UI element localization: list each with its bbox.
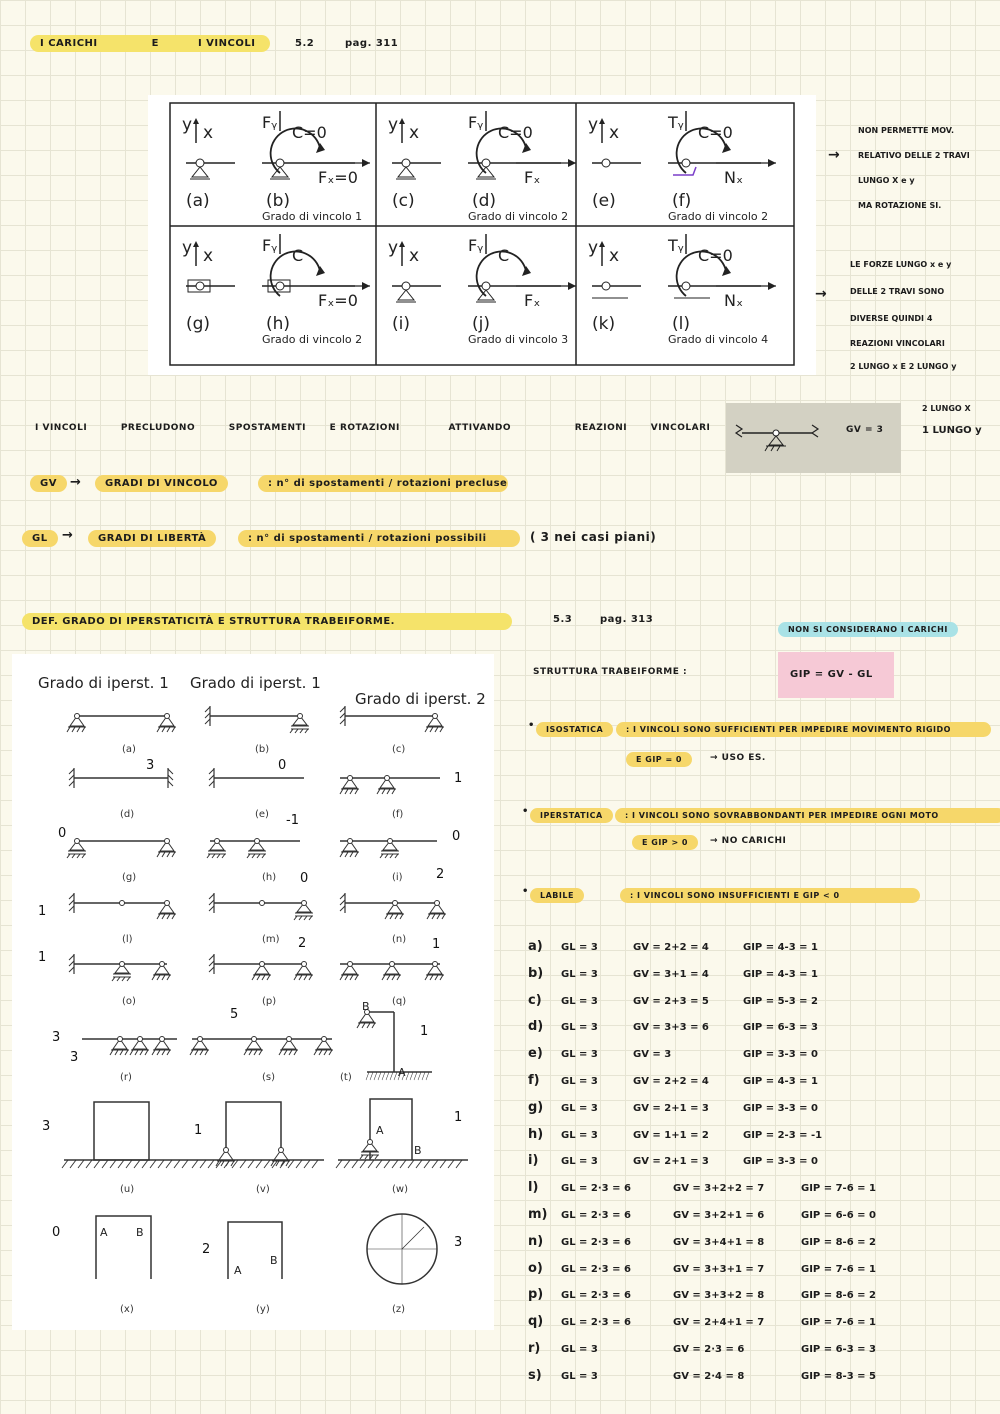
calc-gip: GIP = 3-3 = 0 <box>743 1102 818 1114</box>
diagram-letter: (d) <box>120 809 135 820</box>
gv-name: GRADI DI VINCOLO <box>95 475 228 492</box>
diagram-letter: (h) <box>262 872 277 883</box>
handwritten-number: 1 <box>432 937 441 952</box>
gl-name: GRADI DI LIBERTÀ <box>88 530 216 547</box>
force-label: Fᵧ <box>468 236 484 255</box>
vincolo-letter: (h) <box>266 314 291 334</box>
moment-label: C <box>498 246 510 265</box>
calc-gip: GIP = 3-3 = 0 <box>743 1049 818 1061</box>
calc-gl: GL = 3 <box>561 995 598 1007</box>
handwritten-number: 1 <box>38 904 47 919</box>
moment-label: C=0 <box>698 246 733 265</box>
gv-note-2: 1 LUNGO y <box>922 425 982 436</box>
calc-gl: GL = 3 <box>561 942 598 953</box>
calc-id: r) <box>528 1341 541 1356</box>
axis-x-label: x <box>409 123 420 143</box>
isostatica-text: : I VINCOLI SONO SUFFICIENTI PER IMPEDIRE MOVIMENTO RIGIDO <box>616 722 991 737</box>
header-highlight <box>30 35 270 52</box>
gv-example-box <box>726 403 901 473</box>
gl-abbr: GL <box>22 530 58 547</box>
sentence-word: SPOSTAMENTI <box>228 423 307 433</box>
calc-gv: GV = 3+3+1 = 7 <box>673 1263 765 1275</box>
force-label: Fᵧ <box>262 236 278 255</box>
carichi-note: NON SI CONSIDERANO I CARICHI <box>778 622 958 637</box>
vincolo-letter: (b) <box>266 191 291 211</box>
diagram-letter: (t) <box>340 1072 352 1083</box>
calc-gv: GV = 3 <box>633 1049 672 1061</box>
force-label: Fᵧ <box>468 113 484 132</box>
sentence-word: E ROTAZIONI <box>329 423 400 433</box>
axis-y-label: y <box>182 115 193 135</box>
diagram-letter: (w) <box>392 1184 408 1195</box>
handwritten-number: 1 <box>420 1024 429 1039</box>
calc-gl: GL = 2·3 = 6 <box>561 1183 631 1195</box>
calc-id: p) <box>528 1287 544 1303</box>
grado-header-2: Grado di iperst. 1 <box>190 674 321 692</box>
calc-gv: GV = 3+4+1 = 8 <box>673 1236 765 1248</box>
iperstatici-diagrams <box>12 654 494 1330</box>
calc-id: q) <box>528 1314 544 1330</box>
moment-label: C=0 <box>292 123 327 142</box>
vincoli-sentence <box>35 423 710 433</box>
header-title-left: I CARICHI <box>40 38 98 49</box>
beam-h <box>207 839 300 859</box>
labile-label: LABILE <box>530 888 584 903</box>
calc-gl: GL = 2·3 = 6 <box>561 1317 631 1329</box>
header-title-mid: E <box>151 38 159 49</box>
isostatica-note: → USO ES. <box>710 753 766 763</box>
beam-o <box>69 954 171 981</box>
beam-g <box>67 839 176 859</box>
moment-label: C=0 <box>498 123 533 142</box>
calc-id: s) <box>528 1367 542 1383</box>
note-top-3: LUNGO X e y <box>858 176 915 185</box>
calc-gv: GV = 2+1 = 3 <box>633 1102 709 1114</box>
arrow-icon: → <box>70 475 82 490</box>
horizontal-force-label: Fₓ=0 <box>318 291 358 310</box>
diagram-letter: (x) <box>120 1304 134 1315</box>
gv-note-1: 2 LUNGO X <box>922 404 971 413</box>
grado-vincolo-label: Grado di vincolo 2 <box>668 210 769 223</box>
point-label: B <box>270 1254 278 1267</box>
calc-gip: GIP = 6-3 = 3 <box>743 1022 818 1034</box>
diagram-letter: (m) <box>262 934 280 945</box>
vincolo-letter: (a) <box>186 191 210 211</box>
calc-gv: GV = 2·4 = 8 <box>673 1370 745 1382</box>
handwritten-number: 1 <box>454 771 463 786</box>
handwritten-number: 2 <box>202 1242 211 1257</box>
axis-y-label: y <box>588 238 599 258</box>
calc-id: d) <box>528 1019 544 1035</box>
handwritten-number: 3 <box>146 758 155 773</box>
vincolo-letter: (d) <box>472 191 497 211</box>
beam-n <box>340 893 446 919</box>
handwritten-number: 5 <box>230 1007 239 1022</box>
vincoli-table-text <box>148 95 816 375</box>
diagram-letter: (p) <box>262 996 277 1007</box>
calc-gl: GL = 2·3 = 6 <box>561 1210 631 1221</box>
force-label: Tᵧ <box>668 113 684 132</box>
sentence-word: ATTIVANDO <box>448 423 512 433</box>
calc-id: c) <box>528 992 542 1008</box>
calc-id: m) <box>528 1207 548 1222</box>
calc-gv: GV = 3+3 = 6 <box>633 1022 709 1034</box>
sentence-word: REAZIONI <box>574 423 628 433</box>
gv-abbr: GV <box>30 475 67 492</box>
beam-f <box>340 776 440 795</box>
vincoli-table-panel <box>148 95 816 375</box>
beam-q <box>340 962 444 981</box>
ring-z <box>367 1214 437 1284</box>
diagram-letter: (u) <box>120 1184 135 1195</box>
handwritten-number: 2 <box>298 936 307 951</box>
calc-gv: GV = 2+2 = 4 <box>633 942 709 953</box>
beam-m <box>209 893 313 920</box>
iperstatica-label: IPERSTATICA <box>530 808 613 823</box>
vincolo-letter: (g) <box>186 314 211 334</box>
handwritten-number: 0 <box>58 826 67 841</box>
calc-gv: GV = 3+2+2 = 7 <box>673 1183 765 1195</box>
frame-w <box>336 1099 468 1168</box>
calc-gip: GIP = 7-6 = 1 <box>801 1263 876 1275</box>
cerniera-icon <box>726 403 901 473</box>
calc-gv: GV = 2+4+1 = 7 <box>673 1317 765 1329</box>
point-label: A <box>100 1226 108 1239</box>
iperstatici-panel <box>12 654 494 1330</box>
beam-i <box>340 839 437 859</box>
calc-id: h) <box>528 1126 544 1142</box>
grado-vincolo-label: Grado di vincolo 1 <box>262 210 363 223</box>
axis-y-label: y <box>388 115 399 135</box>
handwritten-number: 0 <box>278 758 287 773</box>
beam-a <box>67 714 176 733</box>
calc-gip: GIP = 7-6 = 1 <box>801 1183 876 1195</box>
struttura-label: STRUTTURA TRABEIFORME : <box>533 667 688 677</box>
calc-gv: GV = 3+2+1 = 6 <box>673 1210 765 1221</box>
frame-t <box>357 1010 432 1081</box>
calc-gl: GL = 2·3 = 6 <box>561 1236 631 1248</box>
sentence-word: I VINCOLI <box>35 423 88 433</box>
calc-gip: GIP = 8-6 = 2 <box>801 1236 876 1248</box>
diagram-letter: (z) <box>392 1304 406 1315</box>
calc-id: i) <box>528 1153 539 1169</box>
calc-gv: GV = 2+2 = 4 <box>633 1076 709 1087</box>
arrow-icon: → <box>815 286 827 302</box>
vincolo-letter: (l) <box>672 314 690 334</box>
diagram-letter: (n) <box>392 934 407 945</box>
horizontal-force-label: Nₓ <box>724 168 744 187</box>
diagram-letter: (s) <box>262 1072 276 1083</box>
handwritten-number: -1 <box>286 813 299 828</box>
calc-gip: GIP = 3-3 = 0 <box>743 1156 818 1168</box>
calc-gl: GL = 3 <box>561 968 598 980</box>
header-title-right: I VINCOLI <box>197 38 256 49</box>
axis-x-label: x <box>609 246 620 266</box>
axis-x-label: x <box>409 246 420 266</box>
calc-gv: GV = 3+3+2 = 8 <box>673 1290 765 1302</box>
vincolo-letter: (j) <box>472 314 490 334</box>
handwritten-number: 0 <box>52 1225 61 1240</box>
calc-gv: GV = 1+1 = 2 <box>633 1129 709 1141</box>
gv-example-note <box>922 398 982 442</box>
diagram-letter: (l) <box>122 934 133 945</box>
point-label: A <box>234 1264 242 1277</box>
beam-r <box>82 1037 177 1056</box>
point-label: B <box>136 1226 144 1239</box>
moment-label: C <box>292 246 304 265</box>
calc-id: e) <box>528 1046 543 1062</box>
point-label: B <box>362 1000 370 1013</box>
horizontal-force-label: Fₓ <box>524 168 541 187</box>
bullet: • <box>522 886 529 897</box>
grado-header-3: Grado di iperst. 2 <box>355 690 486 708</box>
calc-gip: GIP = 4-3 = 1 <box>743 942 818 953</box>
diagram-letter: (b) <box>255 744 270 755</box>
sentence-word: PRECLUDONO <box>120 423 196 433</box>
handwritten-number: 3 <box>70 1050 79 1065</box>
sentence-word: VINCOLARI <box>650 423 711 433</box>
note-bottom-5: 2 LUNGO x E 2 LUNGO y <box>850 362 957 371</box>
frame-u <box>62 1102 194 1168</box>
beam-s <box>190 1037 333 1056</box>
iperstatici-section: 5.3 <box>553 614 573 625</box>
force-label: Fᵧ <box>262 113 278 132</box>
horizontal-force-label: Fₓ <box>524 291 541 310</box>
iperstatica-text: : I VINCOLI SONO SOVRABBONDANTI PER IMPEDIRE OGNI MOTO <box>615 808 1000 823</box>
calc-id: o) <box>528 1260 543 1276</box>
iperstatica-cond: E GIP > 0 <box>632 835 698 850</box>
handwritten-number: 2 <box>436 867 445 882</box>
calc-id: b) <box>528 965 544 981</box>
calc-id: g) <box>528 1099 544 1115</box>
calc-gl: GL = 2·3 = 6 <box>561 1263 631 1275</box>
calc-gv: GV = 2·3 = 6 <box>673 1344 745 1355</box>
force-label: Tᵧ <box>668 236 684 255</box>
diagram-letter: (i) <box>392 872 403 883</box>
isostatica-cond: E GIP = 0 <box>626 752 692 767</box>
grado-vincolo-label: Grado di vincolo 2 <box>468 210 569 223</box>
grado-vincolo-label: Grado di vincolo 3 <box>468 333 569 346</box>
calc-gl: GL = 3 <box>561 1022 598 1034</box>
diagram-letter: (g) <box>122 872 137 883</box>
labile-text: : I VINCOLI SONO INSUFFICIENTI E GIP < 0 <box>620 888 920 903</box>
handwritten-number: 1 <box>38 950 47 965</box>
gv-definition: : n° di spostamenti / rotazioni precluse <box>258 475 508 492</box>
axis-y-label: y <box>588 115 599 135</box>
note-top-4: MA ROTAZIONE SI. <box>858 201 942 210</box>
calc-gip: GIP = 8-3 = 5 <box>801 1370 876 1382</box>
horizontal-force-label: Fₓ=0 <box>318 168 358 187</box>
header-section: 5.2 <box>295 38 315 49</box>
calc-gl: GL = 3 <box>561 1129 598 1141</box>
calc-gip: GIP = 5-3 = 2 <box>743 995 818 1007</box>
vincolo-letter: (f) <box>672 191 692 211</box>
gip-formula: GIP = GV - GL <box>778 652 894 698</box>
note-top-1: NON PERMETTE MOV. <box>858 126 954 135</box>
beam-b <box>205 706 309 733</box>
calc-gv: GV = 2+3 = 5 <box>633 995 709 1007</box>
diagram-letter: (c) <box>392 744 406 755</box>
handwritten-number: 0 <box>452 829 461 844</box>
handwritten-number: 0 <box>300 871 309 886</box>
handwritten-number: 3 <box>454 1235 463 1250</box>
iperstatici-page-ref: pag. 313 <box>600 614 654 625</box>
grado-header-1: Grado di iperst. 1 <box>38 674 169 692</box>
grado-vincolo-label: Grado di vincolo 4 <box>668 333 769 346</box>
calc-gv: GV = 2+1 = 3 <box>633 1156 709 1168</box>
handwritten-number: 3 <box>42 1119 51 1134</box>
iperstatici-heading: DEF. GRADO DI IPERSTATICITÀ E STRUTTURA TRABEIFORME. <box>22 613 512 630</box>
note-top-2: RELATIVO DELLE 2 TRAVI <box>858 151 970 160</box>
calc-gl: GL = 3 <box>561 1102 598 1114</box>
header-page-ref: pag. 311 <box>345 38 399 49</box>
gl-note: ( 3 nei casi piani) <box>530 530 657 544</box>
moment-label: C=0 <box>698 123 733 142</box>
grado-vincolo-label: Grado di vincolo 2 <box>262 333 363 346</box>
calc-gl: GL = 3 <box>561 1344 598 1355</box>
diagram-letter: (f) <box>392 809 404 820</box>
note-bottom-1: LE FORZE LUNGO x e y <box>850 260 952 269</box>
diagram-letter: (q) <box>392 996 407 1007</box>
point-label: B <box>414 1144 422 1157</box>
axis-y-label: y <box>182 238 193 258</box>
bullet: • <box>522 806 529 817</box>
arrow-icon: → <box>62 528 74 543</box>
iperstatica-note: → NO CARICHI <box>710 836 787 846</box>
axis-x-label: x <box>203 123 214 143</box>
diagram-letter: (v) <box>256 1184 270 1195</box>
note-bottom-2: DELLE 2 TRAVI SONO <box>850 287 945 296</box>
bullet: • <box>528 720 535 731</box>
calc-id: l) <box>528 1180 539 1196</box>
frame-v <box>192 1102 324 1168</box>
diagram-letter: (o) <box>122 996 136 1007</box>
gv-example-label: GV = 3 <box>846 425 884 435</box>
beam-d <box>69 768 173 788</box>
calc-gip: GIP = 4-3 = 1 <box>743 968 818 980</box>
handwritten-number: 1 <box>454 1110 463 1125</box>
gl-definition: : n° di spostamenti / rotazioni possibili <box>238 530 520 547</box>
calc-gl: GL = 3 <box>561 1156 598 1168</box>
vincolo-letter: (k) <box>592 314 616 334</box>
point-label: A <box>376 1124 384 1137</box>
diagram-letter: (r) <box>120 1072 132 1083</box>
beam-c <box>340 706 444 732</box>
note-bottom-3: DIVERSE QUINDI 4 <box>850 314 933 323</box>
axis-y-label: y <box>388 238 399 258</box>
calc-gip: GIP = 2-3 = -1 <box>743 1129 823 1141</box>
calc-id: a) <box>528 939 543 954</box>
axis-x-label: x <box>609 123 620 143</box>
vincolo-letter: (i) <box>392 314 410 334</box>
beam-e <box>209 768 304 788</box>
diagram-letter: (y) <box>256 1304 270 1315</box>
calc-gip: GIP = 6-3 = 3 <box>801 1344 876 1355</box>
beam-p <box>209 954 313 980</box>
axis-x-label: x <box>203 246 214 266</box>
calc-gip: GIP = 6-6 = 0 <box>801 1210 876 1221</box>
calc-id: n) <box>528 1233 544 1249</box>
horizontal-force-label: Nₓ <box>724 291 744 310</box>
beam-l <box>69 893 176 919</box>
calc-gl: GL = 3 <box>561 1370 598 1382</box>
calc-gl: GL = 2·3 = 6 <box>561 1290 631 1302</box>
vincolo-letter: (e) <box>592 191 616 211</box>
arrow-icon: → <box>828 147 840 163</box>
vincolo-letter: (c) <box>392 191 415 211</box>
calc-gv: GV = 3+1 = 4 <box>633 968 709 980</box>
handwritten-number: 3 <box>52 1030 61 1045</box>
calc-gip: GIP = 4-3 = 1 <box>743 1076 818 1087</box>
handwritten-number: 1 <box>194 1123 203 1138</box>
calc-gl: GL = 3 <box>561 1049 598 1061</box>
calc-gl: GL = 3 <box>561 1076 598 1087</box>
isostatica-label: ISOSTATICA <box>536 722 613 737</box>
calc-gip: GIP = 8-6 = 2 <box>801 1290 876 1302</box>
note-bottom-4: REAZIONI VINCOLARI <box>850 339 945 348</box>
calc-gip: GIP = 7-6 = 1 <box>801 1317 876 1329</box>
point-label: A <box>398 1066 406 1079</box>
diagram-letter: (a) <box>122 744 136 755</box>
calc-id: f) <box>528 1073 540 1088</box>
diagram-letter: (e) <box>255 809 269 820</box>
